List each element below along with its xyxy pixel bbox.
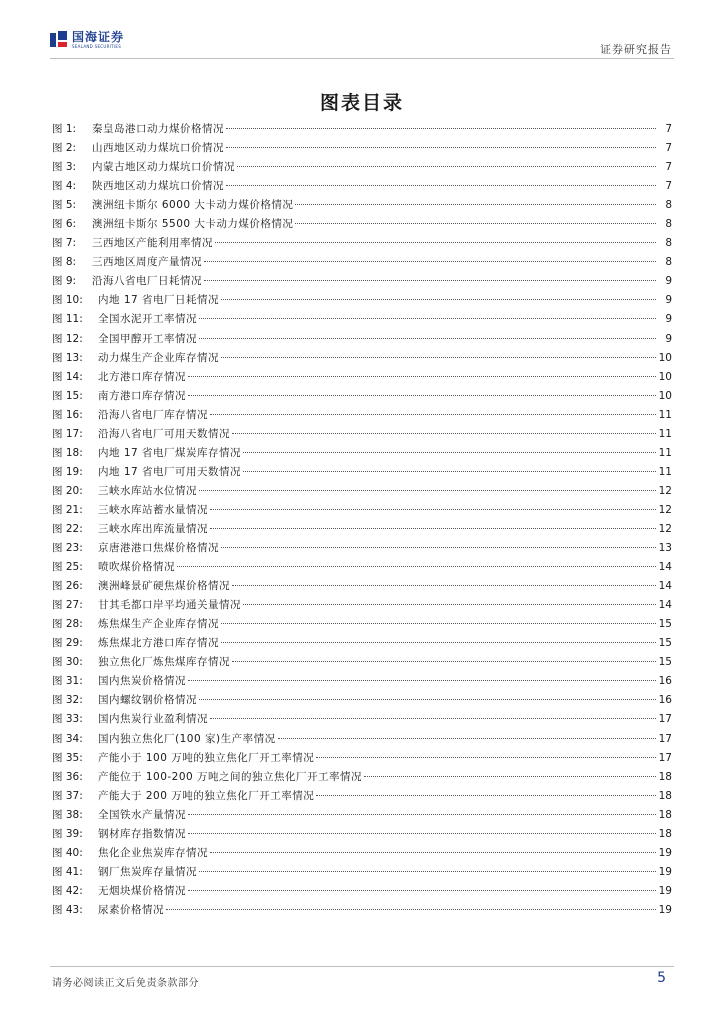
toc-entry-page: 14 — [658, 580, 672, 593]
toc-entry[interactable] — [52, 158, 672, 177]
toc-entry[interactable] — [52, 691, 672, 710]
toc-leader-dots — [210, 528, 656, 529]
toc-entry-number: 图 37: — [52, 789, 83, 802]
toc-leader-dots — [188, 376, 656, 377]
toc-entry[interactable] — [52, 387, 672, 406]
page-header — [0, 0, 724, 60]
toc-entry-number: 图 26: — [52, 580, 83, 593]
toc-entry-title: 三峡水库出库流量情况 — [98, 522, 208, 535]
toc-leader-dots — [199, 871, 656, 872]
toc-entry[interactable] — [52, 520, 672, 539]
toc-leader-dots — [226, 185, 656, 186]
toc-leader-dots — [364, 776, 656, 777]
toc-entry-title: 三西地区周度产量情况 — [92, 256, 202, 269]
toc-entry-number: 图 5: — [52, 199, 77, 212]
toc-entry-title: 全国甲醇开工率情况 — [98, 332, 197, 345]
toc-entry-number: 图 17: — [52, 427, 83, 440]
toc-leader-dots — [243, 471, 656, 472]
toc-entry[interactable] — [52, 425, 672, 444]
toc-entry-page: 18 — [658, 770, 672, 783]
toc-entry-number: 图 39: — [52, 827, 83, 840]
toc-entry-page: 9 — [665, 294, 672, 307]
toc-entry-title: 三峡水库站蓄水量情况 — [98, 503, 208, 516]
toc-entry-title: 钢厂焦炭库存量情况 — [98, 865, 197, 878]
toc-leader-dots — [177, 566, 656, 567]
toc-entry[interactable] — [52, 882, 672, 901]
toc-leader-dots — [221, 357, 656, 358]
logo-name-en: SEALAND SECURITIES — [72, 44, 122, 49]
toc-entry-page: 11 — [658, 408, 672, 421]
toc-entry[interactable] — [52, 330, 672, 349]
toc-entry-number: 图 32: — [52, 694, 83, 707]
toc-entry-title: 全国水泥开工率情况 — [98, 313, 197, 326]
toc-entry-page: 7 — [665, 161, 672, 174]
toc-leader-dots — [232, 433, 656, 434]
toc-entry-title: 产能小于 100 万吨的独立焦化厂开工率情况 — [98, 751, 315, 764]
toc-entry[interactable] — [52, 482, 672, 501]
toc-entry-number: 图 40: — [52, 846, 83, 859]
toc-entry-number: 图 33: — [52, 713, 83, 726]
toc-entry-page: 8 — [665, 256, 672, 269]
toc-entry[interactable] — [52, 615, 672, 634]
toc-leader-dots — [232, 585, 656, 586]
table-of-figures — [52, 120, 672, 920]
toc-leader-dots — [188, 395, 656, 396]
toc-leader-dots — [204, 280, 656, 281]
toc-entry-number: 图 23: — [52, 542, 83, 555]
footer-divider — [50, 966, 674, 967]
toc-entry-title: 沿海八省电厂库存情况 — [98, 408, 208, 421]
toc-leader-dots — [166, 909, 656, 910]
toc-entry[interactable] — [52, 444, 672, 463]
toc-entry[interactable] — [52, 196, 672, 215]
toc-leader-dots — [199, 490, 656, 491]
toc-entry-title: 秦皇岛港口动力煤价格情况 — [92, 123, 224, 135]
report-type-label: 证券研究报告 — [600, 43, 672, 56]
toc-leader-dots — [204, 261, 656, 262]
toc-entry-number: 图 16: — [52, 408, 83, 421]
toc-entry-title: 全国铁水产量情况 — [98, 808, 186, 821]
toc-entry-number: 图 9: — [52, 275, 77, 288]
toc-entry-number: 图 15: — [52, 389, 83, 402]
toc-entry-page: 10 — [658, 370, 672, 383]
toc-entry-title: 沿海八省电厂日耗情况 — [92, 275, 202, 288]
toc-entry-title: 陕西地区动力煤坑口价情况 — [92, 180, 224, 193]
toc-entry-title: 国内焦炭行业盈利情况 — [98, 713, 208, 726]
toc-entry-number: 图 13: — [52, 351, 83, 364]
toc-entry-number: 图 18: — [52, 446, 83, 459]
toc-entry-title: 国内螺纹钢价格情况 — [98, 694, 197, 707]
toc-entry[interactable] — [52, 901, 672, 920]
toc-leader-dots — [243, 452, 656, 453]
footer-disclaimer: 请务必阅读正文后免责条款部分 — [52, 978, 199, 989]
toc-entry-page: 19 — [658, 846, 672, 859]
toc-leader-dots — [188, 680, 656, 681]
toc-entry[interactable] — [52, 253, 672, 272]
toc-entry-page: 18 — [658, 789, 672, 802]
toc-entry-number: 图 8: — [52, 256, 77, 269]
toc-entry[interactable] — [52, 825, 672, 844]
toc-leader-dots — [215, 242, 656, 243]
toc-entry-number: 图 28: — [52, 618, 83, 631]
toc-entry-number: 图 20: — [52, 484, 83, 497]
toc-leader-dots — [295, 223, 656, 224]
toc-entry-title: 产能位于 100-200 万吨之间的独立焦化厂开工率情况 — [98, 770, 363, 783]
toc-entry-title: 焦化企业焦炭库存情况 — [98, 846, 208, 859]
toc-entry-title: 南方港口库存情况 — [98, 389, 186, 402]
toc-entry-page: 14 — [658, 561, 672, 574]
toc-entry[interactable] — [52, 653, 672, 672]
toc-leader-dots — [243, 604, 656, 605]
toc-leader-dots — [188, 814, 656, 815]
toc-entry[interactable] — [52, 558, 672, 577]
toc-entry-page: 8 — [665, 199, 672, 212]
toc-entry-title: 三西地区产能利用率情况 — [92, 237, 213, 250]
toc-entry[interactable] — [52, 291, 672, 310]
toc-entry-number: 图 42: — [52, 884, 83, 897]
toc-entry[interactable] — [52, 710, 672, 729]
toc-entry[interactable] — [52, 406, 672, 425]
toc-entry[interactable] — [52, 672, 672, 691]
toc-entry-page: 13 — [658, 542, 672, 555]
toc-entry-page: 17 — [658, 713, 672, 726]
toc-entry[interactable] — [52, 596, 672, 615]
header-divider — [50, 58, 674, 59]
toc-entry-title: 产能大于 200 万吨的独立焦化厂开工率情况 — [98, 789, 315, 802]
toc-entry-page: 12 — [658, 503, 672, 516]
toc-leader-dots — [210, 852, 656, 853]
toc-entry-title: 澳洲纽卡斯尔 5500 大卡动力煤价格情况 — [92, 218, 294, 231]
toc-entry-number: 图 29: — [52, 637, 83, 650]
toc-entry[interactable] — [52, 577, 672, 596]
toc-entry-title: 无烟块煤价格情况 — [98, 884, 186, 897]
toc-entry-number: 图 6: — [52, 218, 77, 231]
toc-entry-page: 10 — [658, 351, 672, 364]
toc-entry-title: 北方港口库存情况 — [98, 370, 186, 383]
toc-entry-number: 图 31: — [52, 675, 83, 688]
toc-entry-page: 11 — [658, 427, 672, 440]
toc-entry-number: 图 19: — [52, 465, 83, 478]
toc-entry-number: 图 25: — [52, 561, 83, 574]
toc-entry[interactable] — [52, 863, 672, 882]
toc-leader-dots — [210, 509, 656, 510]
toc-entry-number: 图 12: — [52, 332, 83, 345]
toc-entry-page: 19 — [658, 884, 672, 897]
toc-leader-dots — [199, 338, 656, 339]
toc-entry-page: 18 — [658, 808, 672, 821]
toc-entry[interactable] — [52, 272, 672, 291]
toc-entry-page: 15 — [658, 618, 672, 631]
toc-entry-title: 内地 17 省电厂煤炭库存情况 — [98, 446, 242, 459]
toc-entry-title: 甘其毛都口岸平均通关量情况 — [98, 599, 241, 612]
toc-entry-page: 8 — [665, 218, 672, 231]
toc-entry-page: 9 — [665, 275, 672, 288]
toc-entry-number: 图 41: — [52, 865, 83, 878]
toc-entry-number: 图 11: — [52, 313, 83, 326]
toc-entry-number: 图 2: — [52, 142, 77, 155]
toc-entry-title: 三峡水库站水位情况 — [98, 484, 197, 497]
toc-entry-number: 图 22: — [52, 522, 83, 535]
toc-entry-page: 16 — [658, 675, 672, 688]
toc-entry-title: 山西地区动力煤坑口价情况 — [92, 142, 224, 155]
toc-entry[interactable] — [52, 368, 672, 387]
toc-entry-title: 国内焦炭价格情况 — [98, 675, 186, 688]
toc-leader-dots — [188, 833, 656, 834]
toc-entry-page: 15 — [658, 656, 672, 669]
toc-entry-number: 图 38: — [52, 808, 83, 821]
toc-entry[interactable] — [52, 177, 672, 196]
toc-entry-page: 8 — [665, 237, 672, 250]
toc-entry-number: 图 35: — [52, 751, 83, 764]
toc-entry-page: 19 — [658, 865, 672, 878]
logo-name-cn: 国海证券 — [72, 30, 125, 44]
toc-entry-number: 图 27: — [52, 599, 83, 612]
toc-leader-dots — [221, 547, 656, 548]
toc-entry[interactable] — [52, 234, 672, 253]
toc-leader-dots — [199, 318, 656, 319]
toc-leader-dots — [316, 795, 656, 796]
toc-entry[interactable] — [52, 501, 672, 520]
toc-entry-page: 11 — [658, 465, 672, 478]
toc-entry-page: 14 — [658, 599, 672, 612]
toc-leader-dots — [221, 642, 656, 643]
toc-entry-title: 京唐港港口焦煤价格情况 — [98, 542, 219, 555]
toc-leader-dots — [278, 738, 656, 739]
toc-entry-title: 沿海八省电厂可用天数情况 — [98, 427, 230, 440]
toc-entry-title: 澳洲峰景矿硬焦煤价格情况 — [98, 580, 230, 593]
toc-entry-title: 内地 17 省电厂日耗情况 — [98, 294, 220, 307]
toc-entry-title: 内地 17 省电厂可用天数情况 — [98, 465, 242, 478]
toc-leader-dots — [316, 757, 656, 758]
toc-entry-page: 16 — [658, 694, 672, 707]
toc-entry-title: 尿素价格情况 — [98, 903, 164, 916]
toc-entry-page: 7 — [665, 123, 672, 135]
toc-entry[interactable] — [52, 730, 672, 749]
page-title: 图表目录 — [319, 92, 404, 114]
toc-entry[interactable] — [52, 749, 672, 768]
toc-entry-page: 15 — [658, 637, 672, 650]
toc-entry-page: 12 — [658, 522, 672, 535]
toc-leader-dots — [237, 166, 656, 167]
toc-leader-dots — [295, 204, 656, 205]
toc-entry-number: 图 7: — [52, 237, 77, 250]
toc-entry-title: 独立焦化厂炼焦煤库存情况 — [98, 656, 230, 669]
toc-leader-dots — [210, 414, 656, 415]
toc-leader-dots — [226, 128, 656, 129]
toc-entry[interactable] — [52, 539, 672, 558]
toc-entry[interactable] — [52, 310, 672, 329]
toc-entry[interactable] — [52, 120, 672, 139]
toc-entry-page: 9 — [665, 332, 672, 345]
company-logo — [50, 31, 124, 49]
toc-entry-page: 9 — [665, 313, 672, 326]
toc-entry-number: 图 34: — [52, 732, 83, 745]
toc-entry[interactable] — [52, 806, 672, 825]
toc-entry-page: 12 — [658, 484, 672, 497]
toc-entry-number: 图 43: — [52, 903, 83, 916]
toc-entry-title: 澳洲纽卡斯尔 6000 大卡动力煤价格情况 — [92, 199, 294, 212]
page-number: 5 — [657, 970, 666, 986]
toc-entry-number: 图 14: — [52, 370, 83, 383]
toc-entry-number: 图 21: — [52, 503, 83, 516]
toc-entry[interactable] — [52, 844, 672, 863]
toc-entry-title: 钢材库存指数情况 — [98, 827, 186, 840]
toc-entry[interactable] — [52, 768, 672, 787]
toc-entry-page: 10 — [658, 389, 672, 402]
toc-entry-number: 图 10: — [52, 294, 83, 307]
toc-leader-dots — [199, 699, 656, 700]
toc-leader-dots — [221, 299, 656, 300]
toc-entry-number: 图 36: — [52, 770, 83, 783]
toc-entry-page: 18 — [658, 827, 672, 840]
toc-entry-number: 图 1: — [52, 123, 77, 135]
toc-leader-dots — [226, 147, 656, 148]
toc-entry-title: 内蒙古地区动力煤坑口价情况 — [92, 161, 235, 174]
toc-entry[interactable] — [52, 139, 672, 158]
toc-leader-dots — [188, 890, 656, 891]
toc-entry-page: 17 — [658, 732, 672, 745]
toc-entry[interactable] — [52, 787, 672, 806]
toc-leader-dots — [210, 718, 656, 719]
toc-entry-number: 图 30: — [52, 656, 83, 669]
toc-leader-dots — [221, 623, 656, 624]
toc-entry-number: 图 4: — [52, 180, 77, 193]
toc-entry-title: 炼焦煤生产企业库存情况 — [98, 618, 219, 631]
toc-entry[interactable] — [52, 463, 672, 482]
toc-entry[interactable] — [52, 349, 672, 368]
toc-entry-title: 喷吹煤价格情况 — [98, 561, 175, 574]
toc-entry-page: 7 — [665, 180, 672, 193]
toc-entry-page: 7 — [665, 142, 672, 155]
toc-entry-page: 17 — [658, 751, 672, 764]
toc-entry-title: 国内独立焦化厂(100 家)生产率情况 — [98, 732, 276, 745]
logo-mark-icon — [50, 31, 68, 49]
toc-entry-title: 炼焦煤北方港口库存情况 — [98, 637, 219, 650]
toc-entry[interactable] — [52, 215, 672, 234]
toc-entry-page: 19 — [658, 903, 672, 916]
toc-entry-title: 动力煤生产企业库存情况 — [98, 351, 219, 364]
toc-entry[interactable] — [52, 634, 672, 653]
toc-entry-number: 图 3: — [52, 161, 77, 174]
toc-entry-page: 11 — [658, 446, 672, 459]
toc-leader-dots — [232, 661, 656, 662]
